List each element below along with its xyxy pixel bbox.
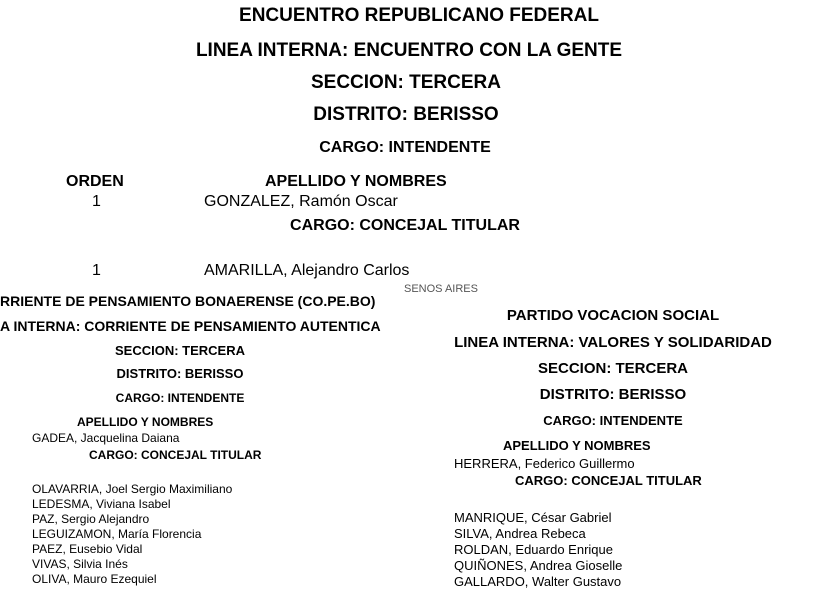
list-item: PAZ, Sergio Alejandro [32, 512, 150, 526]
party-title: ENCUENTRO REPUBLICANO FEDERAL [239, 5, 599, 26]
column-nombres-header: APELLIDO Y NOMBRES [265, 173, 447, 190]
linea-interna-title: LINEA INTERNA: VALORES Y SOLIDARIDAD [454, 334, 772, 351]
intendente-orden: 1 [92, 193, 101, 210]
distrito-title: DISTRITO: BERISSO [116, 366, 244, 381]
column-orden-header: ORDEN [66, 173, 124, 190]
list-item: PAEZ, Eusebio Vidal [32, 542, 143, 556]
intendente-nombre: GONZALEZ, Ramón Oscar [204, 193, 398, 210]
seccion-title: SECCION: TERCERA [114, 343, 245, 358]
seccion-title: SECCION: TERCERA [310, 72, 501, 93]
cargo-intendente-heading: CARGO: INTENDENTE [319, 139, 491, 156]
concejal-orden: 1 [92, 262, 101, 279]
list-item: LEDESMA, Viviana Isabel [32, 497, 171, 511]
list-item: ROLDAN, Eduardo Enrique [454, 542, 613, 557]
list-item: MANRIQUE, César Gabriel [454, 510, 612, 525]
list-item: LEGUIZAMON, María Florencia [32, 527, 202, 541]
intendente-nombre: GADEA, Jacquelina Daiana [32, 431, 180, 445]
document-copebo [0, 291, 396, 586]
cargo-intendente-heading: CARGO: INTENDENTE [115, 391, 245, 405]
list-item: OLAVARRIA, Joel Sergio Maximiliano [32, 482, 233, 496]
intendente-nombre: HERRERA, Federico Guillermo [454, 456, 635, 471]
list-item: SILVA, Andrea Rebeca [454, 526, 586, 541]
distrito-title: DISTRITO: BERISSO [539, 386, 687, 403]
linea-interna-title: LINEA INTERNA: ENCUENTRO CON LA GENTE [195, 40, 623, 61]
cargo-concejal-heading: CARGO: CONCEJAL TITULAR [515, 473, 702, 488]
party-title: RRIENTE DE PENSAMIENTO BONAERENSE (CO.PE.BO) [0, 293, 376, 309]
column-nombres-header: APELLIDO Y NOMBRES [77, 415, 214, 429]
linea-interna-title: A INTERNA: CORRIENTE DE PENSAMIENTO AUTENTICA [0, 318, 381, 334]
concejal-nombre: AMARILLA, Alejandro Carlos [204, 262, 410, 279]
cargo-concejal-heading: CARGO: CONCEJAL TITULAR [290, 217, 520, 234]
cargo-intendente-heading: CARGO: INTENDENTE [543, 413, 683, 428]
column-nombres-header: APELLIDO Y NOMBRES [503, 438, 651, 453]
list-item: VIVAS, Silvia Inés [32, 557, 128, 571]
clipped-text-fragment: SENOS AIRES [404, 283, 478, 295]
seccion-title: SECCION: TERCERA [537, 360, 688, 377]
party-title: PARTIDO VOCACION SOCIAL [506, 307, 720, 324]
document-vocacion-social [396, 300, 800, 589]
cargo-concejal-heading: CARGO: CONCEJAL TITULAR [89, 448, 262, 462]
list-item: QUIÑONES, Andrea Gioselle [454, 558, 623, 573]
list-item: OLIVA, Mauro Ezequiel [32, 572, 157, 586]
distrito-title: DISTRITO: BERISSO [313, 104, 499, 125]
list-item: GALLARDO, Walter Gustavo [454, 574, 622, 589]
